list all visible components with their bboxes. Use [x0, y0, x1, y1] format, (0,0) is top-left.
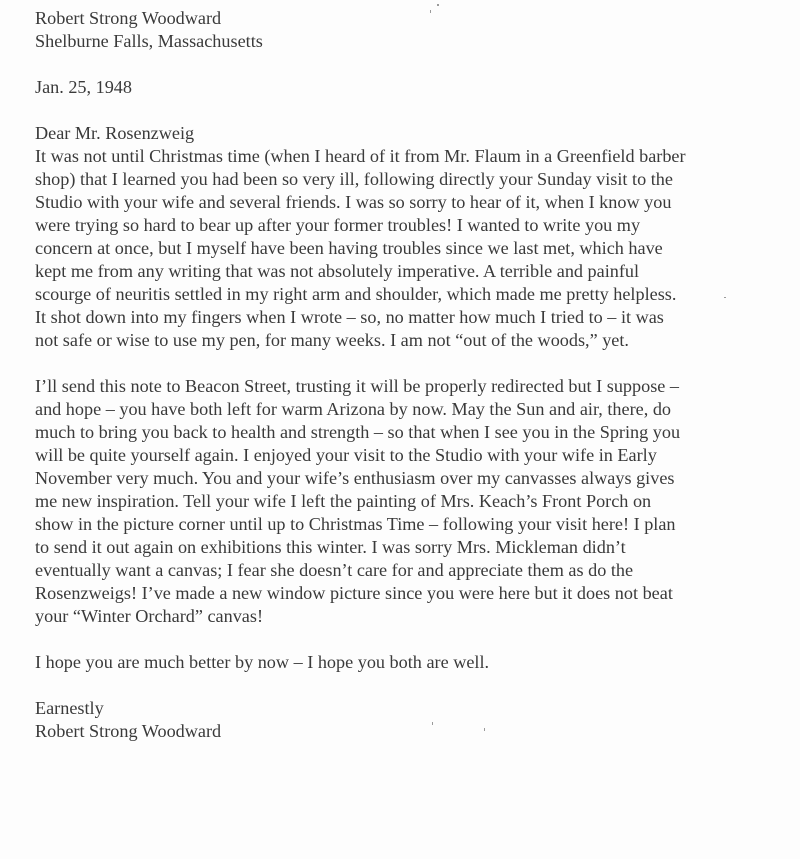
paragraph-line: and hope – you have both left for warm Arizona by now. May the Sun and air, there, do: [35, 399, 672, 419]
paragraph-line: were trying so hard to bear up after your former troubles! I wanted to write you my: [35, 215, 641, 235]
sender-name: Robert Strong Woodward: [35, 8, 222, 28]
paragraph-line: to send it out again on exhibitions this winter. I was sorry Mrs. Mickleman didn’t: [35, 537, 626, 557]
scan-speck: [724, 297, 726, 298]
paragraph-line: It shot down into my fingers when I wrote – so, no matter how much I tried to – it was: [35, 307, 664, 327]
scan-speck: [484, 728, 485, 731]
paragraph-line: Rosenzweigs! I’ve made a new window picture since you were here but it does not beat: [35, 583, 673, 603]
salutation: Dear Mr. Rosenzweig: [35, 123, 195, 143]
scan-speck: [437, 4, 439, 6]
paragraph-line: concern at once, but I myself have been having troubles since we last met, which have: [35, 238, 663, 258]
paragraph-line: kept me from any writing that was not absolutely imperative. A terrible and painful: [35, 261, 640, 281]
paragraph-line: not safe or wise to use my pen, for many weeks. I am not “out of the woods,” yet.: [35, 330, 629, 350]
paragraph-line: I’ll send this note to Beacon Street, trusting it will be properly redirected but I suppose –: [35, 376, 679, 396]
paragraph-1: [35, 145, 795, 352]
letter-header: [35, 7, 795, 53]
paragraph-line: November very much. You and your wife’s enthusiasm over my canvasses always gives: [35, 468, 675, 488]
signature: Robert Strong Woodward: [35, 721, 222, 741]
paragraph-line: much to bring you back to health and strength – so that when I see you in the Spring you: [35, 422, 681, 442]
paragraph-2: [35, 375, 795, 628]
paragraph-line: It was not until Christmas time (when I heard of it from Mr. Flaum in a Greenfield barber: [35, 146, 686, 166]
paragraph-line: show in the picture corner until up to Christmas Time – following your visit here! I plan: [35, 514, 676, 534]
paragraph-line: your “Winter Orchard” canvas!: [35, 606, 264, 626]
scan-speck: [430, 10, 431, 13]
letter-page: [35, 7, 795, 743]
paragraph-line: shop) that I learned you had been so very ill, following directly your Sunday visit to the: [35, 169, 673, 189]
paragraph-3: [35, 651, 795, 674]
paragraph-line: eventually want a canvas; I fear she doesn’t care for and appreciate them as do the: [35, 560, 634, 580]
paragraph-line: Studio with your wife and several friends. I was so sorry to hear of it, when I know you: [35, 192, 672, 212]
letter-date: Jan. 25, 1948: [35, 77, 132, 97]
paragraph-line: will be quite yourself again. I enjoyed your visit to the Studio with your wife in Early: [35, 445, 657, 465]
scan-speck: [432, 722, 433, 725]
paragraph-line: me new inspiration. Tell your wife I left the painting of Mrs. Keach’s Front Porch on: [35, 491, 652, 511]
paragraph-line: scourge of neuritis settled in my right arm and shoulder, which made me pretty helpless.: [35, 284, 677, 304]
closing: Earnestly: [35, 698, 104, 718]
paragraph-line: I hope you are much better by now – I hope you both are well.: [35, 652, 490, 672]
sender-location: Shelburne Falls, Massachusetts: [35, 31, 263, 51]
